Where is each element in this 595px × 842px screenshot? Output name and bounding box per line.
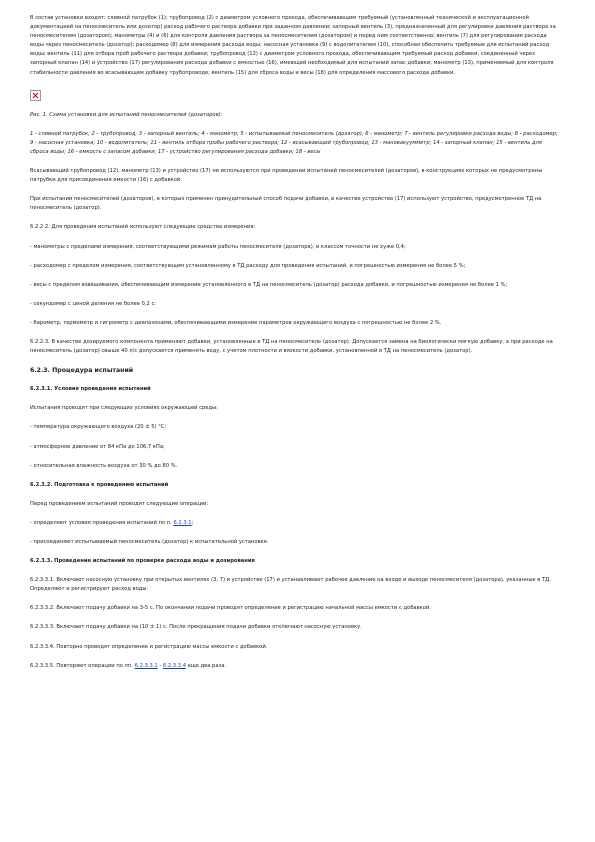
list-item-manometers: - манометры с пределами измерения, соответствующими режимам работы пеносмесителя (дозатора), и классом точности не хуже 0,4; <box>30 243 406 250</box>
heading-6-2-3-2: 6.2.3.2. Подготовка к проведению испытаний <box>30 481 169 488</box>
condition-temperature: - температура окружающего воздуха (20 ± 5) °С; <box>30 424 167 431</box>
heading-6-2-3-3: 6.2.3.3. Проведение испытаний по проверке расхода воды и дозирования <box>30 558 255 565</box>
list-item-stopwatch: - секундомер с ценой деления не более 0,2 с; <box>30 300 157 307</box>
paragraph-vacuum-line: Всасывающий трубопровод (12), манометр (13) и устройство (17) не используются при проведении испытаний пеносмесителей (дозаторов), в конструкциях которых не предусмотрены патрубки для присоединения емкости (16) с добавкой. <box>30 168 543 184</box>
condition-humidity: - относительная влажность воздуха от 30 % до 80 %. <box>30 462 178 469</box>
range-separator: - <box>157 662 163 669</box>
broken-image-icon <box>30 90 41 101</box>
repeat-text-end: еще два раза. <box>186 662 227 669</box>
condition-pressure: - атмосферное давление от 84 кПа до 106,7 кПа; <box>30 443 165 450</box>
conditions-intro: Испытания проводят при следующих условиях окружающей среды: <box>30 405 218 412</box>
figure-legend: 1 - сливной патрубок; 2 - трубопровод; 3 - запорный вентиль; 4 - манометр; 5 - испытываемый пеносмеситель (дозатор); 6 - манометр; 7 - вентиль регулировки расхода воды; 8 - расходомер; 9 - насосная установка; 10 - водопитатель; 11 - вентиль отбора пробы рабочего раствора; 12 - всасывающий трубопровод; 13 - мановакуумметр; 14 - запорный клапан; 15 - вентиль для сброса воды; 16 - емкость с запасом добавки; 17 - устройство регулирования расхода добавки; 18 - весы <box>30 130 558 155</box>
section-6-2-2-2: 6.2.2.2. Для проведения испытаний используют следующие средства измерения: <box>30 224 256 231</box>
list-item-flowmeter: - расходомер с пределом измерения, соответствующим установленному в ТД расходу для проведения испытаний, и погрешностью измерения не более 5 %; <box>30 262 466 269</box>
section-6-2-3-3-4: 6.2.3.3.4. Повторно проводят определение и регистрацию массы емкости с добавкой. <box>30 643 268 650</box>
section-6-2-3-3-2: 6.2.3.3.2. Включают подачу добавки на 3-5 с. По окончании подачи проводят определение и регистрацию начальной массы емкости с добавкой. <box>30 605 431 612</box>
prep-step-connect: - присоединяют испытываемый пеносмеситель (дозатор) к испытательной установке. <box>30 539 269 545</box>
figure-caption: Рис. 1. Схема установки для испытаний пеносмесителей (дозаторов): <box>30 111 223 118</box>
installation-description: В состав установки входят: сливной патрубок (1); трубопровод (2) с диаметром условного прохода, обеспечивающим требуемый (установленный технической и эксплуатационной документацией на пеносмеситель или дозатор) расход рабочего раствора добавки при заданном давлении; запорный вентиль (3), предназначенный для регулировки давления раствора за пеносмесителем (дозатором); манометры (4) и (6) для контроля давления раствора за пеносмесителем (дозатором) и перед ним соответственно; вентиль (7) для регулирования расхода воды через пеносмеситель (дозатор); расходомер (8) для измерения расхода воды; насосная установка (9) с водопитателем (10), способная обеспечить требуемые для испытаний расход воды; вентиль (11) для отбора проб рабочего раствора добавки; трубопровод (12) с диаметром условного прохода, обеспечивающим требуемый расход добавки, соединенный через запорный клапан (14) и устройство (17) регулирования расхода добавки с емкостью (16), имеющей необходимый для испытаний запас добавки; манометр (13), применяемый для контроля стабильности давления во всасывающем добавку трубопроводе; вентиль (15) для сброса воды и весы (18) для определения массового расхода добавки. <box>30 15 556 76</box>
section-6-2-3-3-5 <box>30 662 560 671</box>
list-item-scales: - весы с пределом взвешивания, обеспечивающим измерение установленного в ТД на пеносмеситель (дозатор) расхода добавки, и погрешностью измерения не более 1 %; <box>30 281 508 288</box>
prep-step-text: - определяют условия проведения испытаний по п. <box>30 519 174 526</box>
repeat-text: 6.2.3.3.5. Повторяют операции по пп. <box>30 662 135 669</box>
heading-6-2-3: 6.2.3. Процедура испытаний <box>30 367 134 375</box>
link-6-2-3-3-4[interactable]: 6.2.3.3.4 <box>162 662 187 669</box>
heading-6-2-3-1: 6.2.3.1. Условия проведения испытаний <box>30 386 151 393</box>
document-page <box>30 14 560 681</box>
paragraph-forced-feed: При испытании пеносмесителей (дозаторов), в которых применен принудительный способ подачи добавки, в качестве устройства (17) используют устройство, предусмотренное ТД на пеносмеситель (дозатор). <box>30 196 542 212</box>
section-6-2-2-3: 6.2.2.3. В качестве дозируемого компонента применяют добавки, установленные в ТД на пеносмеситель (дозатор). Допускается замена на биологически мягкую добавку, а при расходе на пеносмеситель (дозатор) свыше 40 л/с допускается применять воду, с учетом плотности и вязкости добавки, установленной в ТД на пеносмеситель (дозатор). <box>30 338 553 355</box>
section-6-2-3-3-1: 6.2.3.3.1. Включают насосную установку при открытых вентилях (3, 7) и устройстве (17) и устанавливают рабочее давление на входе и выходе пеносмесителя (дозатора), указанные в ТД. Определяют и регистрируют расход воды. <box>30 577 551 593</box>
prep-step-conditions <box>30 519 560 528</box>
link-6-2-3-1[interactable]: 6.2.3.1 <box>173 519 192 526</box>
list-item-barometer: - барометр, термометр и гигрометр с диапазонами, обеспечивающими измерение параметров окружающего воздуха с погрешностью не более 2 %. <box>30 319 442 326</box>
prep-step-end: ; <box>191 519 194 526</box>
prep-intro: Перед проведением испытаний проводят следующие операции: <box>30 500 209 507</box>
section-6-2-3-3-3: 6.2.3.3.3. Включают подачу добавки на (10 ± 1) с. После прекращения подачи добавки отключают насосную установку. <box>30 624 362 631</box>
link-6-2-3-3-1[interactable]: 6.2.3.3.1 <box>134 662 158 669</box>
